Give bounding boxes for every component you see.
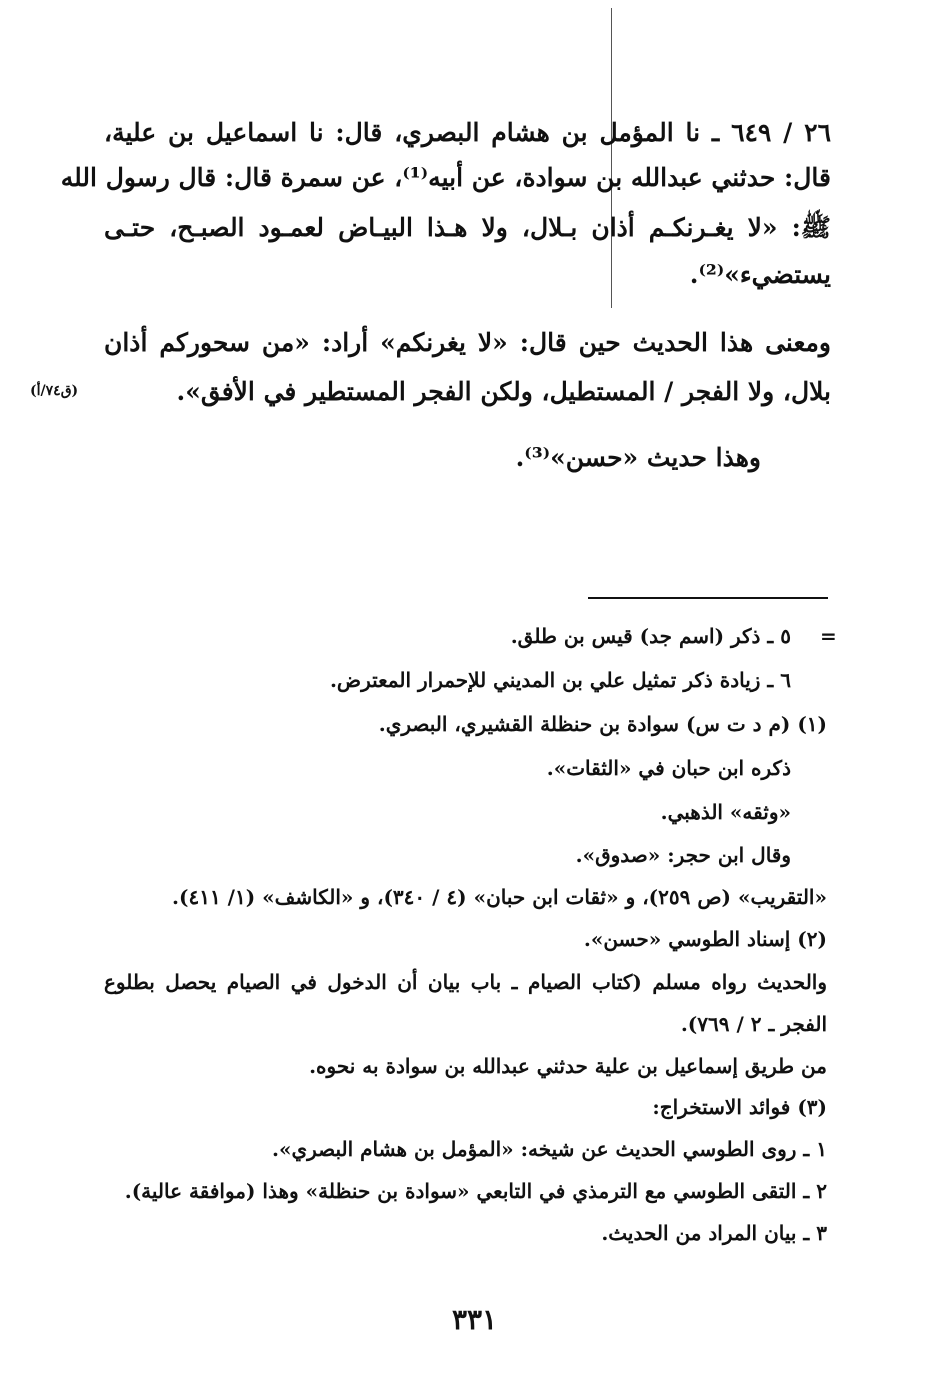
footnote-line-3: (١) (م د ت س) سوادة بن حنظلة القشيري، البصري. (378, 712, 827, 736)
hadith-line-1: ٢٦ / ٦٤٩ ـ نا المؤمل بن هشام البصري، قال: نا اسماعيل بن علية، (104, 118, 831, 147)
grading-line: وهذا حديث «حسن»⁽³⁾. (515, 443, 761, 472)
hadith-line-3: ﷺ: «لا يغـرنكـم أذان بـلال، ولا هـذا البيـاض لعمـود الصبـح، حتـى (104, 213, 831, 242)
commentary-line-2: بلال، ولا الفجر / المستطيل، ولكن الفجر المستطير في الأفق». (176, 377, 831, 406)
footnote-line-4: ذكره ابن حبان في «الثقات». (546, 756, 791, 780)
footnote-line-15: ٣ ـ بيان المراد من الحديث. (601, 1221, 827, 1245)
footnote-line-10: الفجر ـ ٢ / ٧٦٩). (680, 1012, 827, 1036)
commentary-line-1: ومعنى هذا الحديث حين قال: «لا يغرنكم» أراد: «من سحوركم أذان (104, 328, 831, 357)
footnote-line-8: (٢) إسناد الطوسي «حسن». (583, 927, 827, 951)
footnote-line-6: وقال ابن حجر: «صدوق». (575, 843, 791, 867)
footnote-line-11: من طريق إسماعيل بن علية حدثني عبدالله بن سوادة به نحوه. (309, 1054, 827, 1078)
footnote-continuation-mark: = (820, 624, 837, 648)
footnote-line-5: «وثقه» الذهبي. (660, 800, 791, 824)
manuscript-folio-note: (ق٧٤/أ) (30, 383, 79, 399)
footnote-line-13: ١ ـ روى الطوسي الحديث عن شيخه: «المؤمل بن هشام البصري». (272, 1137, 827, 1161)
footnote-line-7: «التقريب» (ص ٢٥٩)، و «ثقات ابن حبان» (٤ / ٣٤٠)، و «الكاشف» (١/ ٤١١). (172, 885, 827, 909)
page-number: ٣٣١ (451, 1303, 498, 1336)
hadith-line-2: قال: حدثني عبدالله بن سوادة، عن أبيه⁽¹⁾، عن سمرة قال: قال رسول الله (60, 163, 831, 192)
hadith-line-4: يستضيء»⁽²⁾. (689, 260, 831, 289)
footnote-line-1: ٥ ـ ذكر (اسم جد) قيس بن طلق. (510, 624, 791, 648)
footnote-line-14: ٢ ـ التقى الطوسي مع الترمذي في التابعي «سوادة بن حنظلة» وهذا (موافقة عالية). (124, 1179, 827, 1203)
footnote-separator (588, 597, 828, 599)
footnote-line-12: (٣) فوائد الاستخراج: (652, 1095, 827, 1119)
footnote-line-9: والحديث رواه مسلم (كتاب الصيام ـ باب بيان أن الدخول في الصيام يحصل بطلوع (104, 970, 827, 994)
footnote-line-2: ٦ ـ زيادة ذكر تمثيل علي بن المديني للإحمرار المعترض. (329, 668, 791, 692)
